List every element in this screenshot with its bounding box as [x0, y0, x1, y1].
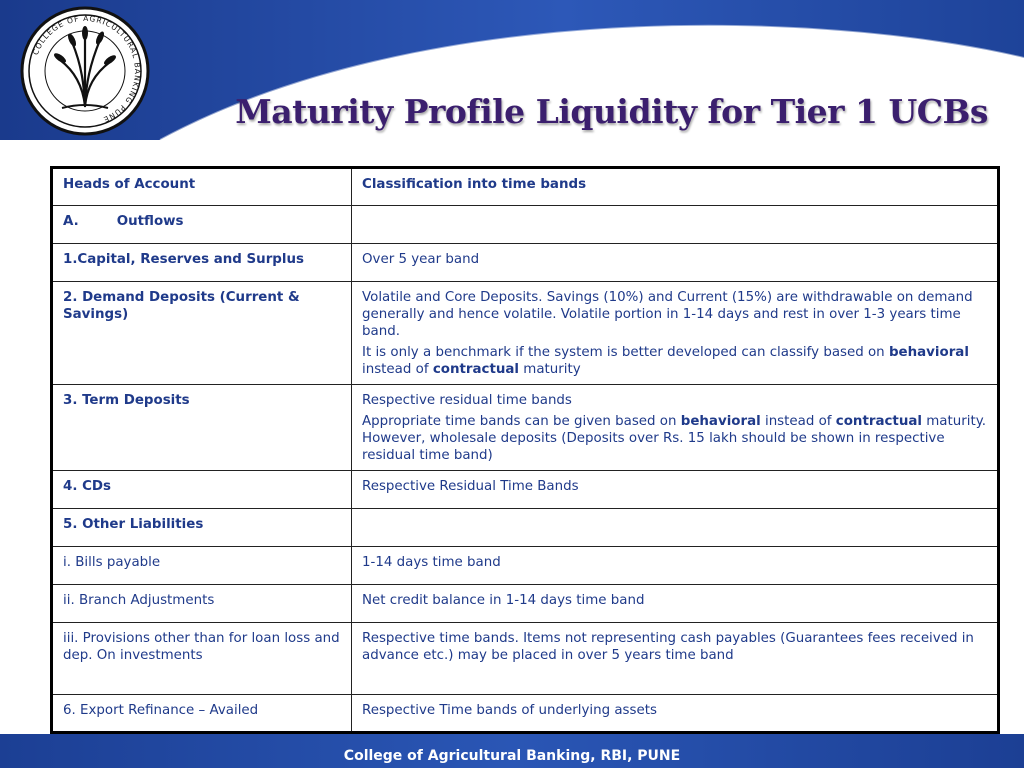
college-logo [20, 6, 150, 136]
slide-title: Maturity Profile Liquidity for Tier 1 UCBs [235, 92, 988, 131]
footer-text: College of Agricultural Banking, RBI, PUNE [343, 748, 681, 764]
table-row [52, 695, 999, 733]
row-head: ii. Branch Adjustments [52, 585, 352, 623]
table-row [52, 385, 999, 471]
row-band [352, 282, 999, 385]
row-band: Respective Residual Time Bands [352, 471, 999, 509]
band-paragraph: Volatile and Core Deposits. Savings (10%) and Current (15%) are withdrawable on demand generally and hence volatile. Volatile portion in 1-14 days and rest in over 1-3 years time band. [362, 290, 973, 339]
row-head: 3. Term Deposits [52, 385, 352, 471]
emphasis-behavioral: behavioral [680, 414, 761, 429]
text-run: maturity. However, wholesale deposits (Deposits over Rs. 15 lakh should be shown in respective residual time band) [362, 414, 986, 463]
table-row [52, 623, 999, 695]
band-paragraph: Respective residual time bands [362, 393, 572, 408]
svg-text:COLLEGE OF AGRICULTURAL BANKIN: COLLEGE OF AGRICULTURAL BANKING PUNE [30, 13, 143, 125]
row-band: Respective time bands. Items not representing cash payables (Guarantees fees received in advance etc.) may be placed in over 5 years time band [352, 623, 999, 695]
band-paragraph [362, 413, 987, 464]
section-letter: A. [63, 214, 79, 229]
row-head: 2. Demand Deposits (Current & Savings) [52, 282, 352, 385]
maturity-profile-table [50, 166, 1000, 734]
section-outflows [52, 206, 352, 244]
header-classification: Classification into time bands [352, 168, 999, 206]
row-head: iii. Provisions other than for loan loss and dep. On investments [52, 623, 352, 695]
emphasis-behavioral: behavioral [888, 345, 969, 360]
table-row [52, 547, 999, 585]
row-band: Respective Time bands of underlying assets [352, 695, 999, 733]
table-row [52, 471, 999, 509]
row-band: Over 5 year band [352, 244, 999, 282]
text-run: It is only a benchmark if the system is better developed can classify based on [362, 345, 889, 360]
band-paragraph [362, 344, 987, 378]
row-band: 1-14 days time band [352, 547, 999, 585]
table-row [52, 585, 999, 623]
row-head: 1.Capital, Reserves and Surplus [52, 244, 352, 282]
row-band [352, 385, 999, 471]
empty-cell [352, 206, 999, 244]
table-header-row [52, 168, 999, 206]
row-band [352, 509, 999, 547]
text-run: instead of [362, 362, 433, 377]
emphasis-contractual: contractual [835, 414, 922, 429]
row-head: 4. CDs [52, 471, 352, 509]
text-run: instead of [760, 414, 836, 429]
table-row [52, 509, 999, 547]
row-head: 5. Other Liabilities [52, 509, 352, 547]
emphasis-contractual: contractual [432, 362, 520, 377]
row-head: 6. Export Refinance – Availed [52, 695, 352, 733]
text-run: maturity [519, 362, 581, 377]
header-heads-of-account: Heads of Account [52, 168, 352, 206]
table-row [52, 244, 999, 282]
row-head: i. Bills payable [52, 547, 352, 585]
row-band: Net credit balance in 1-14 days time band [352, 585, 999, 623]
table-row [52, 282, 999, 385]
table-row [52, 206, 999, 244]
text-run: Appropriate time bands can be given based on [362, 414, 681, 429]
maturity-table-container [50, 166, 1000, 734]
section-label: Outflows [116, 214, 184, 229]
